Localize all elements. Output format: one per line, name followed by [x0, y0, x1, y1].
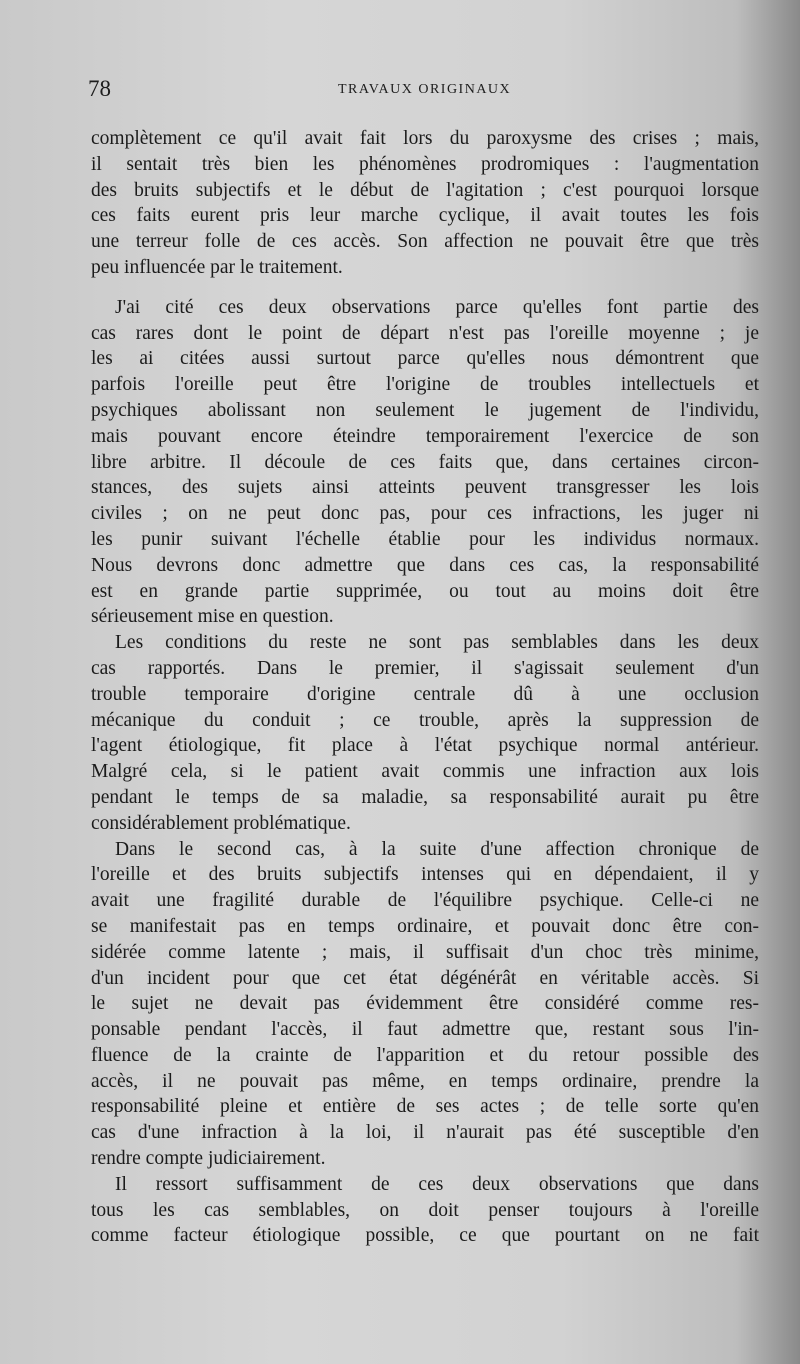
text-line: J'ai cité ces deux observations parce qu'elles font partie des: [115, 296, 759, 318]
text-line: avait une fragilité durable de l'équilibre psychique. Celle-ci ne: [91, 890, 759, 912]
text-line: ponsable pendant l'accès, il faut admettre que, restant sous l'in-: [91, 1019, 759, 1041]
text-line: libre arbitre. Il découle de ces faits que, dans certaines circon-: [91, 451, 759, 473]
text-line: mais pouvant encore éteindre temporairement l'exercice de son: [91, 425, 759, 447]
text-line: comme facteur étiologique possible, ce que pourtant on ne fait: [91, 1225, 759, 1247]
text-line: les punir suivant l'échelle établie pour les individus normaux.: [91, 528, 759, 550]
text-line: accès, il ne pouvait pas même, en temps ordinaire, prendre la: [91, 1070, 759, 1092]
text-line: l'oreille et des bruits subjectifs intenses qui en dépendaient, il y: [91, 864, 759, 886]
text-line: responsabilité pleine et entière de ses actes ; de telle sorte qu'en: [91, 1096, 759, 1118]
text-line: stances, des sujets ainsi atteints peuvent transgresser les lois: [91, 477, 759, 499]
text-line: Il ressort suffisamment de ces deux observations que dans: [115, 1173, 759, 1195]
text-line: fluence de la crainte de l'apparition et du retour possible des: [91, 1044, 759, 1066]
text-line: se manifestait pas en temps ordinaire, et pouvait donc être con-: [91, 915, 759, 937]
text-line: Nous devrons donc admettre que dans ces cas, la responsabilité: [91, 554, 759, 576]
text-line: Dans le second cas, à la suite d'une affection chronique de: [115, 838, 759, 860]
text-line: peu influencée par le traitement.: [91, 256, 343, 278]
paragraph-1: [91, 126, 761, 281]
text-line: le sujet ne devait pas évidemment être considéré comme res-: [91, 993, 759, 1015]
text-line: cas rares dont le point de départ n'est pas l'oreille moyenne ; je: [91, 322, 759, 344]
text-line: sérieusement mise en question.: [91, 606, 334, 628]
page-header: [88, 76, 728, 106]
page-number: 78: [88, 76, 111, 101]
paragraph-3: [91, 630, 761, 836]
text-line: trouble temporaire d'origine centrale dû à une occlusion: [91, 683, 759, 705]
text-line: l'agent étiologique, fit place à l'état psychique normal antérieur.: [91, 735, 759, 757]
text-line: rendre compte judiciairement.: [91, 1148, 326, 1170]
text-line: des bruits subjectifs et le début de l'agitation ; c'est pourquoi lorsque: [91, 179, 759, 201]
text-line: psychiques abolissant non seulement le jugement de l'individu,: [91, 399, 759, 421]
text-line: pendant le temps de sa maladie, sa responsabilité aurait pu être: [91, 786, 759, 808]
text-line: tous les cas semblables, on doit penser toujours à l'oreille: [91, 1199, 759, 1221]
text-line: ces faits eurent pris leur marche cyclique, il avait toutes les fois: [91, 205, 759, 227]
text-line: d'un incident pour que cet état dégénérât en véritable accès. Si: [91, 967, 759, 989]
text-line: parfois l'oreille peut être l'origine de troubles intellectuels et: [91, 374, 759, 396]
text-line: Les conditions du reste ne sont pas semblables dans les deux: [115, 632, 759, 654]
text-line: cas rapportés. Dans le premier, il s'agissait seulement d'un: [91, 657, 759, 679]
paragraph-5: [91, 1172, 761, 1249]
running-head: TRAVAUX ORIGINAUX: [338, 82, 512, 97]
text-line: cas d'une infraction à la loi, il n'aurait pas été susceptible d'en: [91, 1122, 759, 1144]
text-line: il sentait très bien les phénomènes prodromiques : l'augmentation: [91, 153, 759, 175]
text-line: complètement ce qu'il avait fait lors du paroxysme des crises ; mais,: [91, 128, 759, 149]
text-line: une terreur folle de ces accès. Son affection ne pouvait être que très: [91, 231, 759, 253]
text-line: les ai citées aussi surtout parce qu'elles nous démontrent que: [91, 348, 759, 370]
text-line: considérablement problématique.: [91, 812, 351, 834]
text-line: Malgré cela, si le patient avait commis une infraction aux lois: [91, 761, 759, 783]
text-line: est en grande partie supprimée, ou tout au moins doit être: [91, 580, 759, 602]
paragraph-4: [91, 837, 761, 1172]
paragraph-2: [91, 295, 761, 630]
text-line: civiles ; on ne peut donc pas, pour ces infractions, les juger ni: [91, 503, 759, 525]
body-text: [91, 126, 761, 1249]
text-line: sidérée comme latente ; mais, il suffisait d'un choc très minime,: [91, 941, 759, 963]
text-line: mécanique du conduit ; ce trouble, après la suppression de: [91, 709, 759, 731]
